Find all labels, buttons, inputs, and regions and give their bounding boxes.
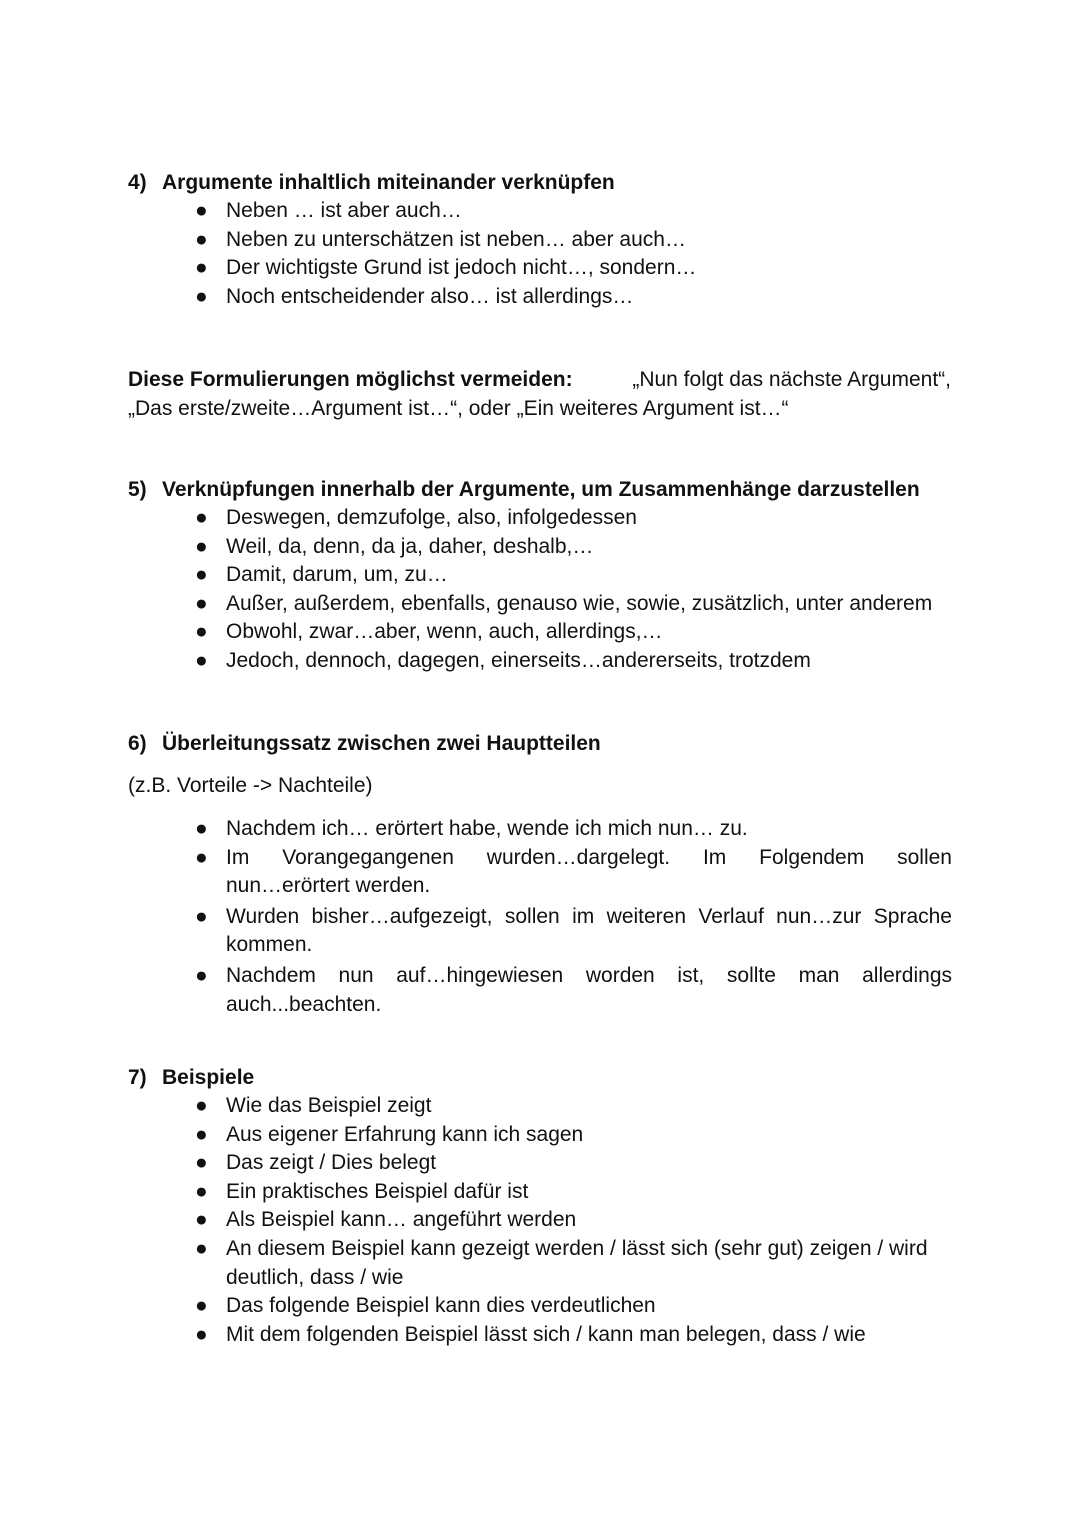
bullet-icon: ● [195,1122,208,1146]
section-5-heading [128,476,920,505]
bullet-icon: ● [195,1208,208,1232]
section-6-heading [128,730,601,759]
bullet-icon: ● [195,563,208,587]
bullet-icon: ● [195,845,208,869]
list-item: ● Nachdem ich… erörtert habe, wende ich mich nun… zu. [0,815,952,844]
section-6-list [0,815,1080,1019]
bullet-icon: ● [195,1179,208,1203]
bullet-icon: ● [195,256,208,280]
list-item: ● Mit dem folgenden Beispiel lässt sich / kann man belegen, dass / wie [0,1321,952,1350]
bullet-icon: ● [195,506,208,529]
section-4-list [0,197,1080,311]
bullet-icon: ● [195,534,208,558]
bullet-icon: ● [195,817,208,840]
section-4-heading [128,169,615,198]
bullet-icon: ● [195,1294,208,1318]
list-item: ● Im Vorangegangenen wurden…dargelegt. Im Folgendem sollen nun…erörtert werden. [195,845,952,898]
section-6-title: Überleitungssatz zwischen zwei Hauptteilen [162,732,601,755]
bullet-icon: ● [195,591,208,615]
section-4-title: Argumente inhaltlich miteinander verknüpfen [162,171,615,194]
list-item: ● Nachdem nun auf…hingewiesen worden ist, sollte man allerdings auch...beachten. [195,963,952,1016]
section-7-number: 7) [128,1066,147,1089]
list-item: ● Außer, außerdem, ebenfalls, genauso wie, sowie, zusätzlich, unter anderem [0,590,952,619]
list-item: ● Das zeigt / Dies belegt [0,1149,952,1178]
section-7-title: Beispiele [162,1066,255,1089]
bullet-icon: ● [195,904,208,928]
bullet-icon: ● [195,620,208,644]
section-4-number: 4) [128,171,147,194]
list-item: ● Neben … ist aber auch… [0,197,952,226]
list-item: ● Deswegen, demzufolge, also, infolgedessen [0,504,952,533]
section-5-title: Verknüpfungen innerhalb der Argumente, um Zusammenhänge darzustellen [162,478,920,501]
section-7-heading [128,1064,254,1093]
bullet-icon: ● [195,199,208,222]
bullet-icon: ● [195,1151,208,1175]
bullet-icon: ● [195,1236,208,1260]
bullet-icon: ● [195,1094,208,1117]
avoid-paragraph [128,366,951,423]
bullet-icon: ● [195,227,208,251]
list-item: ● Aus eigener Erfahrung kann ich sagen [0,1121,952,1150]
section-5-number: 5) [128,478,147,501]
section-6-note: (z.B. Vorteile -> Nachteile) [128,774,373,797]
list-item: ● Noch entscheidender also… ist allerdings… [0,283,952,312]
list-item: ● Weil, da, denn, da ja, daher, deshalb,… [0,533,952,562]
list-item: ● Wie das Beispiel zeigt [0,1092,952,1121]
list-item: ● Wurden bisher…aufgezeigt, sollen im weiteren Verlauf nun…zur Sprache kommen. [195,904,952,957]
list-item: ● Jedoch, dennoch, dagegen, einerseits…andererseits, trotzdem [0,647,952,676]
list-item: ● Neben zu unterschätzen ist neben… aber auch… [0,226,952,255]
section-5-list [0,504,1080,676]
avoid-lead: Diese Formulierungen möglichst vermeiden: [128,368,573,391]
avoid-line-1 [128,366,951,395]
list-item: ● Das folgende Beispiel kann dies verdeutlichen [0,1292,952,1321]
bullet-icon: ● [195,963,208,987]
list-item: ● An diesem Beispiel kann gezeigt werden / lässt sich (sehr gut) zeigen / wird deutlich, dass / wie [195,1236,928,1289]
section-6-number: 6) [128,732,147,755]
section-7-list [0,1092,1080,1349]
avoid-line-2: „Das erste/zweite…Argument ist…“, oder „Ein weiteres Argument ist…“ [128,396,789,420]
list-item: ● Als Beispiel kann… angeführt werden [0,1206,952,1235]
bullet-icon: ● [195,1322,208,1346]
list-item: ● Der wichtigste Grund ist jedoch nicht…, sondern… [0,254,952,283]
list-item: ● Obwohl, zwar…aber, wenn, auch, allerdings,… [0,618,952,647]
bullet-icon: ● [195,648,208,672]
list-item: ● Ein praktisches Beispiel dafür ist [0,1178,952,1207]
bullet-icon: ● [195,284,208,308]
avoid-first-example: „Nun folgt das nächste Argument“, [632,368,951,391]
list-item: ● Damit, darum, um, zu… [0,561,952,590]
